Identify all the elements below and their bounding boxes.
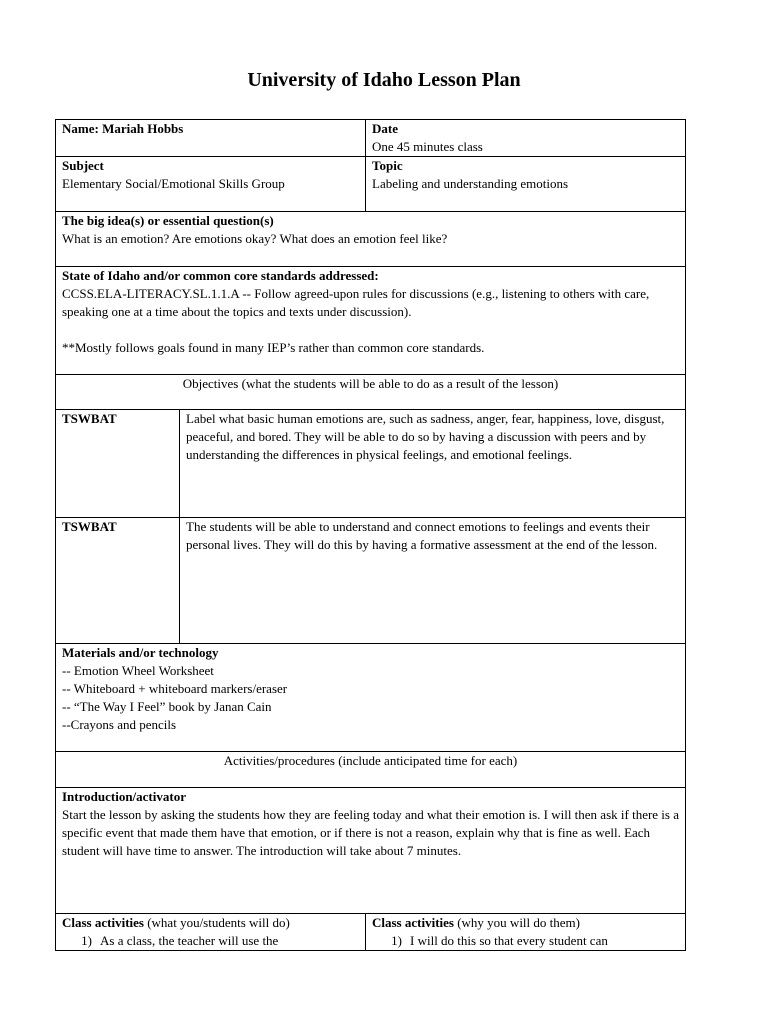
list-number: 1) xyxy=(81,933,92,948)
big-idea-label: The big idea(s) or essential question(s) xyxy=(62,213,274,228)
activities-header: Activities/procedures (include anticipated time for each) xyxy=(56,752,686,788)
materials-item: -- Whiteboard + whiteboard markers/eraser xyxy=(62,681,288,696)
class-activity-item: I will do this so that every student can xyxy=(410,933,608,948)
class-activities-label: Class activities xyxy=(372,915,454,930)
name-date-row xyxy=(56,120,686,157)
class-activities-note: (why you will do them) xyxy=(453,915,580,930)
subject-cell xyxy=(56,157,366,212)
introduction-cell xyxy=(56,788,686,914)
date-label: Date xyxy=(372,121,398,136)
topic-value: Labeling and understanding emotions xyxy=(372,176,569,191)
materials-item: -- Emotion Wheel Worksheet xyxy=(62,663,214,678)
date-cell xyxy=(366,120,686,157)
materials-row xyxy=(56,644,686,752)
objectives-header-row xyxy=(56,375,686,410)
standards-text: CCSS.ELA-LITERACY.SL.1.1.A -- Follow agreed-upon rules for discussions (e.g., listening to others with care, speaking one at a time about the topics and texts under discussion). xyxy=(62,286,650,319)
standards-label: State of Idaho and/or common core standards addressed: xyxy=(62,268,379,283)
subject-topic-row xyxy=(56,157,686,212)
materials-item: -- “The Way I Feel” book by Janan Cain xyxy=(62,699,272,714)
big-idea-value: What is an emotion? Are emotions okay? What does an emotion feel like? xyxy=(62,231,448,246)
subject-value: Elementary Social/Emotional Skills Group xyxy=(62,176,285,191)
objective-text: Label what basic human emotions are, such as sadness, anger, fear, happiness, love, disgust, peaceful, and bored. They will be able to do so by having a discussion with peers and by understanding the differences in physical feelings, and emotional feelings. xyxy=(180,410,686,518)
class-activity-item: As a class, the teacher will use the xyxy=(100,933,279,948)
objective-text: The students will be able to understand and connect emotions to feelings and events their personal lives. They will do this by having a formative assessment at the end of the lesson. xyxy=(180,518,686,644)
name-cell xyxy=(56,120,366,157)
big-idea-cell xyxy=(56,212,686,267)
standards-cell xyxy=(56,267,686,375)
lesson-plan-table xyxy=(55,119,686,951)
objective-row xyxy=(56,518,686,644)
topic-label: Topic xyxy=(372,158,403,173)
introduction-label: Introduction/activator xyxy=(62,789,186,804)
class-activities-note: (what you/students will do) xyxy=(143,915,290,930)
objectives-header: Objectives (what the students will be able to do as a result of the lesson) xyxy=(56,375,686,410)
name-label: Name: xyxy=(62,121,99,136)
activities-header-row xyxy=(56,752,686,788)
materials-label: Materials and/or technology xyxy=(62,645,219,660)
class-activities-why-cell xyxy=(366,914,686,951)
big-idea-row xyxy=(56,212,686,267)
topic-cell xyxy=(366,157,686,212)
materials-cell xyxy=(56,644,686,752)
class-activities-label: Class activities xyxy=(62,915,144,930)
standards-row xyxy=(56,267,686,375)
objective-row xyxy=(56,410,686,518)
introduction-text: Start the lesson by asking the students how they are feeling today and what their emotion is. I will then ask if there is a specific event that made them have that emotion, or if there is not a reason, explain why that is fine as well. Each student will have time to answer. The introduction will take about 7 minutes. xyxy=(62,807,679,858)
list-number: 1) xyxy=(391,933,402,948)
date-value: One 45 minutes class xyxy=(372,139,483,154)
objective-label: TSWBAT xyxy=(56,518,180,644)
materials-item: --Crayons and pencils xyxy=(62,717,177,732)
name-value: Mariah Hobbs xyxy=(102,121,184,136)
document-title: University of Idaho Lesson Plan xyxy=(247,69,521,91)
class-activities-what-cell xyxy=(56,914,366,951)
standards-note: **Mostly follows goals found in many IEP’s rather than common core standards. xyxy=(62,340,485,355)
introduction-row xyxy=(56,788,686,914)
objective-label: TSWBAT xyxy=(56,410,180,518)
subject-label: Subject xyxy=(62,158,104,173)
class-activities-row xyxy=(56,914,686,951)
